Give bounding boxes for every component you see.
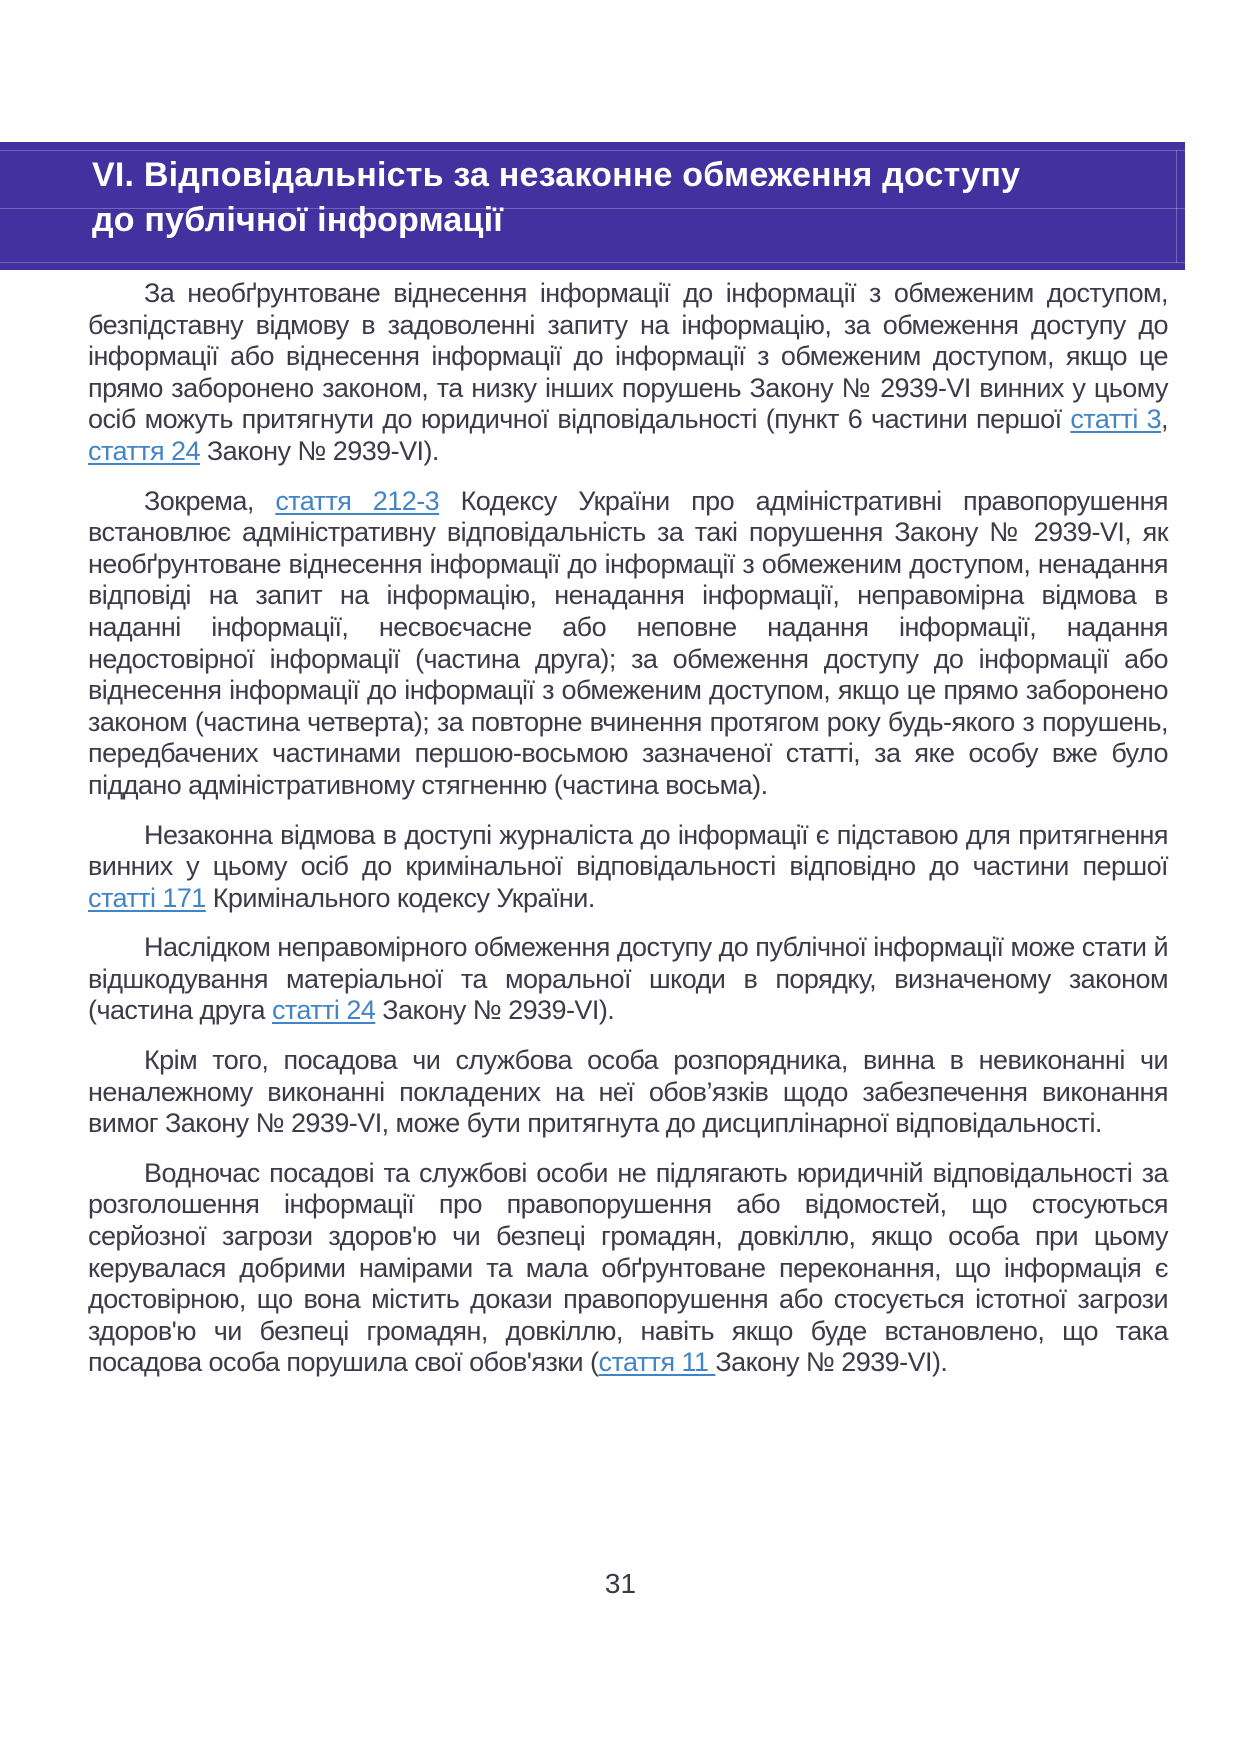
article-link[interactable]: стаття 24	[88, 435, 200, 466]
paragraph: Крім того, посадова чи службова особа розпорядника, винна в невиконанні чи неналежному виконанні покладених на неї обов’язків щодо забезпечення виконання вимог Закону № 2939-VI, може бути притягнута до дисциплінарної відповідальності.	[88, 1045, 1168, 1139]
body-text	[88, 278, 1168, 1397]
banner-hairline-top	[0, 150, 1185, 151]
article-link[interactable]: стаття 212-3	[275, 485, 440, 516]
paragraph: Наслідком неправомірного обмеження доступу до публічної інформації може стати й відшкодування матеріальної та моральної шкоди в порядку, визначеному законом (частина друга статті 24 Закону № 2939-VI).	[88, 932, 1168, 1026]
banner-hairline-bottom	[0, 262, 1185, 263]
banner-hairline-middle	[0, 208, 1185, 209]
paragraph: Зокрема, стаття 212-3 Кодексу України про адміністративні правопорушення встановлює адміністративну відповідальність за такі порушення Закону № 2939-VI, як необґрунтоване віднесення інформації до інформації з обмеженим доступом, ненадання відповіді на запит на інформацію, ненадання інформації, неправомірна відмова в наданні інформації, несвоєчасне або неповне надання інформації, надання недостовірної інформації (частина друга); за обмеження доступу до інформації або віднесення інформації до інформації з обмеженим доступом, якщо це прямо заборонено законом (частина четверта); за повторне вчинення протягом року будь-якого з порушень, передбачених частинами першою-восьмою зазначеної статті, за яке особу вже було піддано адміністративному стягненню (частина восьма).	[88, 485, 1168, 800]
article-link[interactable]: статті 171	[88, 882, 206, 913]
page-number: 31	[604, 1568, 637, 1599]
article-link[interactable]: статті 3	[1070, 404, 1162, 435]
section-header-banner	[0, 142, 1185, 270]
section-title: VI. Відповідальність за незаконне обмеження доступу до публічної інформації	[92, 156, 1021, 239]
article-link[interactable]: статті 24	[271, 995, 376, 1026]
banner-hairline-right	[1176, 150, 1177, 263]
paragraph: За необґрунтоване віднесення інформації до інформації з обмеженим доступом, безпідставну відмову в задоволенні запиту на інформацію, за обмеження доступу до інформації або віднесення інформації до інформації з обмеженим доступом, якщо це прямо заборонено законом, та низку інших порушень Закону № 2939-VI винних у цьому осіб можуть притягнути до юридичної відповідальності (пункт 6 частини першої статті 3, стаття 24 Закону № 2939-VI).	[88, 278, 1168, 466]
paragraph: Водночас посадові та службові особи не підлягають юридичній відповідальності за розголошення інформації про правопорушення або відомостей, що стосуються серйозної загрози здоров'ю чи безпеці громадян, довкіллю, якщо особа при цьому керувалася добрими намірами та мала обґрунтоване переконання, що інформація є достовірною, що вона містить докази правопорушення або стосується істотної загрози здоров'ю чи безпеці громадян, довкіллю, навіть якщо буде встановлено, що така посадова особа порушила свої обов'язки (стаття 11 Закону № 2939-VI).	[88, 1157, 1168, 1378]
paragraph: Незаконна відмова в доступі журналіста до інформації є підставою для притягнення винних у цьому осіб до кримінальної відповідальності відповідно до частини першої статті 171 Кримінального кодексу України.	[88, 819, 1168, 913]
article-link[interactable]: стаття 11	[598, 1347, 716, 1378]
